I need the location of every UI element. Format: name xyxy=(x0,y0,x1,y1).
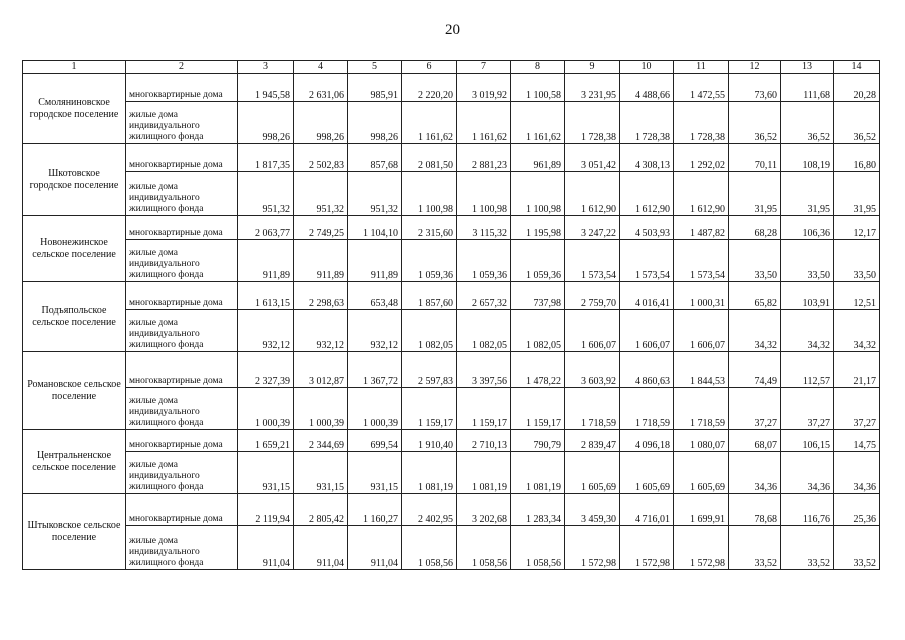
column-header: 4 xyxy=(294,61,348,74)
column-header: 8 xyxy=(511,61,565,74)
value-cell: 1 478,22 xyxy=(511,352,565,388)
value-cell: 1 612,90 xyxy=(674,172,729,216)
housing-type: многоквартирные дома xyxy=(126,282,238,310)
value-cell: 31,95 xyxy=(781,172,834,216)
value-cell: 33,50 xyxy=(729,240,781,282)
value-cell: 33,52 xyxy=(781,526,834,570)
value-cell: 65,82 xyxy=(729,282,781,310)
value-cell: 2 063,77 xyxy=(238,216,294,240)
value-cell: 951,32 xyxy=(348,172,402,216)
value-cell: 998,26 xyxy=(348,102,402,144)
value-cell: 2 710,13 xyxy=(457,430,511,452)
table-row-apartment-buildings xyxy=(23,430,880,452)
value-cell: 4 716,01 xyxy=(620,494,674,526)
value-cell: 1 728,38 xyxy=(565,102,620,144)
column-header: 9 xyxy=(565,61,620,74)
value-cell: 1 817,35 xyxy=(238,144,294,172)
value-cell: 1 160,27 xyxy=(348,494,402,526)
value-cell: 116,76 xyxy=(781,494,834,526)
table-row-private-houses xyxy=(23,172,880,216)
column-number-row xyxy=(23,61,880,74)
value-cell: 1 367,72 xyxy=(348,352,402,388)
value-cell: 1 100,98 xyxy=(457,172,511,216)
value-cell: 106,36 xyxy=(781,216,834,240)
value-cell: 1 699,91 xyxy=(674,494,729,526)
value-cell: 25,36 xyxy=(834,494,880,526)
value-cell: 34,32 xyxy=(729,310,781,352)
value-cell: 3 459,30 xyxy=(565,494,620,526)
value-cell: 998,26 xyxy=(294,102,348,144)
value-cell: 985,91 xyxy=(348,74,402,102)
value-cell: 737,98 xyxy=(511,282,565,310)
value-cell: 1 572,98 xyxy=(620,526,674,570)
value-cell: 1 612,90 xyxy=(565,172,620,216)
value-cell: 1 472,55 xyxy=(674,74,729,102)
value-cell: 1 606,07 xyxy=(565,310,620,352)
column-header: 7 xyxy=(457,61,511,74)
value-cell: 653,48 xyxy=(348,282,402,310)
value-cell: 36,52 xyxy=(781,102,834,144)
value-cell: 34,36 xyxy=(834,452,880,494)
value-cell: 3 019,92 xyxy=(457,74,511,102)
value-cell: 4 308,13 xyxy=(620,144,674,172)
value-cell: 1 283,34 xyxy=(511,494,565,526)
value-cell: 108,19 xyxy=(781,144,834,172)
table-row-private-houses xyxy=(23,388,880,430)
value-cell: 2 805,42 xyxy=(294,494,348,526)
value-cell: 12,51 xyxy=(834,282,880,310)
table-row-apartment-buildings xyxy=(23,74,880,102)
value-cell: 4 096,18 xyxy=(620,430,674,452)
value-cell: 2 327,39 xyxy=(238,352,294,388)
value-cell: 1 161,62 xyxy=(402,102,457,144)
housing-type: многоквартирные дома xyxy=(126,430,238,452)
value-cell: 911,04 xyxy=(294,526,348,570)
table-row-private-houses xyxy=(23,526,880,570)
value-cell: 1 159,17 xyxy=(511,388,565,430)
housing-type: жилые дома индивидуального жилищного фонда xyxy=(126,388,238,430)
value-cell: 3 231,95 xyxy=(565,74,620,102)
value-cell: 4 016,41 xyxy=(620,282,674,310)
value-cell: 1 000,31 xyxy=(674,282,729,310)
value-cell: 68,28 xyxy=(729,216,781,240)
value-cell: 1 000,39 xyxy=(348,388,402,430)
column-header: 14 xyxy=(834,61,880,74)
value-cell: 4 488,66 xyxy=(620,74,674,102)
value-cell: 34,36 xyxy=(781,452,834,494)
value-cell: 931,15 xyxy=(294,452,348,494)
value-cell: 1 605,69 xyxy=(565,452,620,494)
housing-type: жилые дома индивидуального жилищного фонда xyxy=(126,172,238,216)
value-cell: 1 100,98 xyxy=(402,172,457,216)
value-cell: 3 603,92 xyxy=(565,352,620,388)
value-cell: 34,32 xyxy=(834,310,880,352)
value-cell: 31,95 xyxy=(729,172,781,216)
value-cell: 2 315,60 xyxy=(402,216,457,240)
housing-type: многоквартирные дома xyxy=(126,216,238,240)
value-cell: 70,11 xyxy=(729,144,781,172)
table-body xyxy=(23,74,880,570)
value-cell: 911,04 xyxy=(348,526,402,570)
value-cell: 2 839,47 xyxy=(565,430,620,452)
value-cell: 911,89 xyxy=(238,240,294,282)
column-header: 3 xyxy=(238,61,294,74)
value-cell: 14,75 xyxy=(834,430,880,452)
value-cell: 33,50 xyxy=(781,240,834,282)
value-cell: 1 606,07 xyxy=(620,310,674,352)
value-cell: 1 573,54 xyxy=(620,240,674,282)
value-cell: 1 613,15 xyxy=(238,282,294,310)
value-cell: 34,36 xyxy=(729,452,781,494)
column-header: 13 xyxy=(781,61,834,74)
value-cell: 1 910,40 xyxy=(402,430,457,452)
value-cell: 951,32 xyxy=(294,172,348,216)
value-cell: 1 081,19 xyxy=(457,452,511,494)
value-cell: 1 159,17 xyxy=(457,388,511,430)
value-cell: 911,89 xyxy=(348,240,402,282)
column-header: 11 xyxy=(674,61,729,74)
value-cell: 1 000,39 xyxy=(238,388,294,430)
column-header: 12 xyxy=(729,61,781,74)
value-cell: 2 220,20 xyxy=(402,74,457,102)
value-cell: 1 159,17 xyxy=(402,388,457,430)
settlement-name: Новонежинское сельское поселение xyxy=(23,216,126,282)
settlement-name: Шкотовское городское поселение xyxy=(23,144,126,216)
table-row-apartment-buildings xyxy=(23,144,880,172)
value-cell: 21,17 xyxy=(834,352,880,388)
value-cell: 1 857,60 xyxy=(402,282,457,310)
table-row-apartment-buildings xyxy=(23,216,880,240)
value-cell: 1 572,98 xyxy=(565,526,620,570)
table-row-apartment-buildings xyxy=(23,352,880,388)
housing-type: многоквартирные дома xyxy=(126,74,238,102)
value-cell: 1 487,82 xyxy=(674,216,729,240)
value-cell: 1 195,98 xyxy=(511,216,565,240)
value-cell: 12,17 xyxy=(834,216,880,240)
value-cell: 2 119,94 xyxy=(238,494,294,526)
value-cell: 33,52 xyxy=(729,526,781,570)
value-cell: 1 100,98 xyxy=(511,172,565,216)
value-cell: 2 657,32 xyxy=(457,282,511,310)
column-header: 5 xyxy=(348,61,402,74)
column-header: 2 xyxy=(126,61,238,74)
value-cell: 911,04 xyxy=(238,526,294,570)
value-cell: 932,12 xyxy=(348,310,402,352)
value-cell: 2 881,23 xyxy=(457,144,511,172)
value-cell: 1 945,58 xyxy=(238,74,294,102)
housing-type: жилые дома индивидуального жилищного фонда xyxy=(126,240,238,282)
value-cell: 1 718,59 xyxy=(565,388,620,430)
housing-type: жилые дома индивидуального жилищного фонда xyxy=(126,310,238,352)
value-cell: 931,15 xyxy=(348,452,402,494)
value-cell: 3 012,87 xyxy=(294,352,348,388)
value-cell: 36,52 xyxy=(729,102,781,144)
value-cell: 2 402,95 xyxy=(402,494,457,526)
value-cell: 932,12 xyxy=(238,310,294,352)
value-cell: 932,12 xyxy=(294,310,348,352)
table-row-private-houses xyxy=(23,310,880,352)
table-row-private-houses xyxy=(23,452,880,494)
housing-type: многоквартирные дома xyxy=(126,144,238,172)
housing-type: многоквартирные дома xyxy=(126,352,238,388)
table-row-apartment-buildings xyxy=(23,494,880,526)
value-cell: 1 728,38 xyxy=(620,102,674,144)
value-cell: 998,26 xyxy=(238,102,294,144)
value-cell: 1 080,07 xyxy=(674,430,729,452)
value-cell: 3 202,68 xyxy=(457,494,511,526)
housing-type: жилые дома индивидуального жилищного фонда xyxy=(126,526,238,570)
column-header: 10 xyxy=(620,61,674,74)
value-cell: 1 081,19 xyxy=(402,452,457,494)
value-cell: 1 059,36 xyxy=(457,240,511,282)
value-cell: 1 292,02 xyxy=(674,144,729,172)
tariff-table xyxy=(22,60,880,570)
value-cell: 857,68 xyxy=(348,144,402,172)
value-cell: 111,68 xyxy=(781,74,834,102)
value-cell: 699,54 xyxy=(348,430,402,452)
value-cell: 1 844,53 xyxy=(674,352,729,388)
value-cell: 961,89 xyxy=(511,144,565,172)
value-cell: 36,52 xyxy=(834,102,880,144)
value-cell: 3 397,56 xyxy=(457,352,511,388)
column-header: 1 xyxy=(23,61,126,74)
value-cell: 37,27 xyxy=(729,388,781,430)
value-cell: 3 247,22 xyxy=(565,216,620,240)
value-cell: 1 082,05 xyxy=(402,310,457,352)
value-cell: 931,15 xyxy=(238,452,294,494)
value-cell: 1 104,10 xyxy=(348,216,402,240)
value-cell: 2 749,25 xyxy=(294,216,348,240)
value-cell: 2 597,83 xyxy=(402,352,457,388)
settlement-name: Смоляниновское городское поселение xyxy=(23,74,126,144)
housing-type: жилые дома индивидуального жилищного фонда xyxy=(126,452,238,494)
column-header: 6 xyxy=(402,61,457,74)
value-cell: 1 573,54 xyxy=(674,240,729,282)
table-row-private-houses xyxy=(23,102,880,144)
value-cell: 68,07 xyxy=(729,430,781,452)
value-cell: 33,52 xyxy=(834,526,880,570)
value-cell: 1 059,36 xyxy=(511,240,565,282)
value-cell: 1 161,62 xyxy=(457,102,511,144)
page-number: 20 xyxy=(445,22,460,38)
value-cell: 4 503,93 xyxy=(620,216,674,240)
value-cell: 34,32 xyxy=(781,310,834,352)
value-cell: 1 000,39 xyxy=(294,388,348,430)
settlement-name: Центральненское сельское поселение xyxy=(23,430,126,494)
value-cell: 1 082,05 xyxy=(457,310,511,352)
settlement-name: Штыковское сельское поселение xyxy=(23,494,126,570)
value-cell: 3 051,42 xyxy=(565,144,620,172)
value-cell: 1 573,54 xyxy=(565,240,620,282)
settlement-name: Подъяпольское сельское поселение xyxy=(23,282,126,352)
value-cell: 103,91 xyxy=(781,282,834,310)
value-cell: 78,68 xyxy=(729,494,781,526)
value-cell: 951,32 xyxy=(238,172,294,216)
value-cell: 1 605,69 xyxy=(674,452,729,494)
housing-type: жилые дома индивидуального жилищного фонда xyxy=(126,102,238,144)
value-cell: 1 082,05 xyxy=(511,310,565,352)
value-cell: 2 502,83 xyxy=(294,144,348,172)
value-cell: 2 344,69 xyxy=(294,430,348,452)
value-cell: 4 860,63 xyxy=(620,352,674,388)
value-cell: 911,89 xyxy=(294,240,348,282)
value-cell: 790,79 xyxy=(511,430,565,452)
value-cell: 1 161,62 xyxy=(511,102,565,144)
value-cell: 33,50 xyxy=(834,240,880,282)
value-cell: 2 298,63 xyxy=(294,282,348,310)
value-cell: 20,28 xyxy=(834,74,880,102)
table-row-private-houses xyxy=(23,240,880,282)
housing-type: многоквартирные дома xyxy=(126,494,238,526)
value-cell: 74,49 xyxy=(729,352,781,388)
value-cell: 106,15 xyxy=(781,430,834,452)
value-cell: 2 759,70 xyxy=(565,282,620,310)
value-cell: 1 605,69 xyxy=(620,452,674,494)
table-row-apartment-buildings xyxy=(23,282,880,310)
value-cell: 1 612,90 xyxy=(620,172,674,216)
value-cell: 2 081,50 xyxy=(402,144,457,172)
value-cell: 2 631,06 xyxy=(294,74,348,102)
value-cell: 1 718,59 xyxy=(674,388,729,430)
value-cell: 37,27 xyxy=(781,388,834,430)
value-cell: 112,57 xyxy=(781,352,834,388)
value-cell: 73,60 xyxy=(729,74,781,102)
value-cell: 37,27 xyxy=(834,388,880,430)
value-cell: 1 059,36 xyxy=(402,240,457,282)
value-cell: 31,95 xyxy=(834,172,880,216)
value-cell: 1 572,98 xyxy=(674,526,729,570)
value-cell: 1 606,07 xyxy=(674,310,729,352)
settlement-name: Романовское сельское поселение xyxy=(23,352,126,430)
value-cell: 1 058,56 xyxy=(457,526,511,570)
value-cell: 1 081,19 xyxy=(511,452,565,494)
value-cell: 1 100,58 xyxy=(511,74,565,102)
value-cell: 1 659,21 xyxy=(238,430,294,452)
value-cell: 1 058,56 xyxy=(402,526,457,570)
value-cell: 1 718,59 xyxy=(620,388,674,430)
value-cell: 1 058,56 xyxy=(511,526,565,570)
value-cell: 1 728,38 xyxy=(674,102,729,144)
value-cell: 16,80 xyxy=(834,144,880,172)
value-cell: 3 115,32 xyxy=(457,216,511,240)
